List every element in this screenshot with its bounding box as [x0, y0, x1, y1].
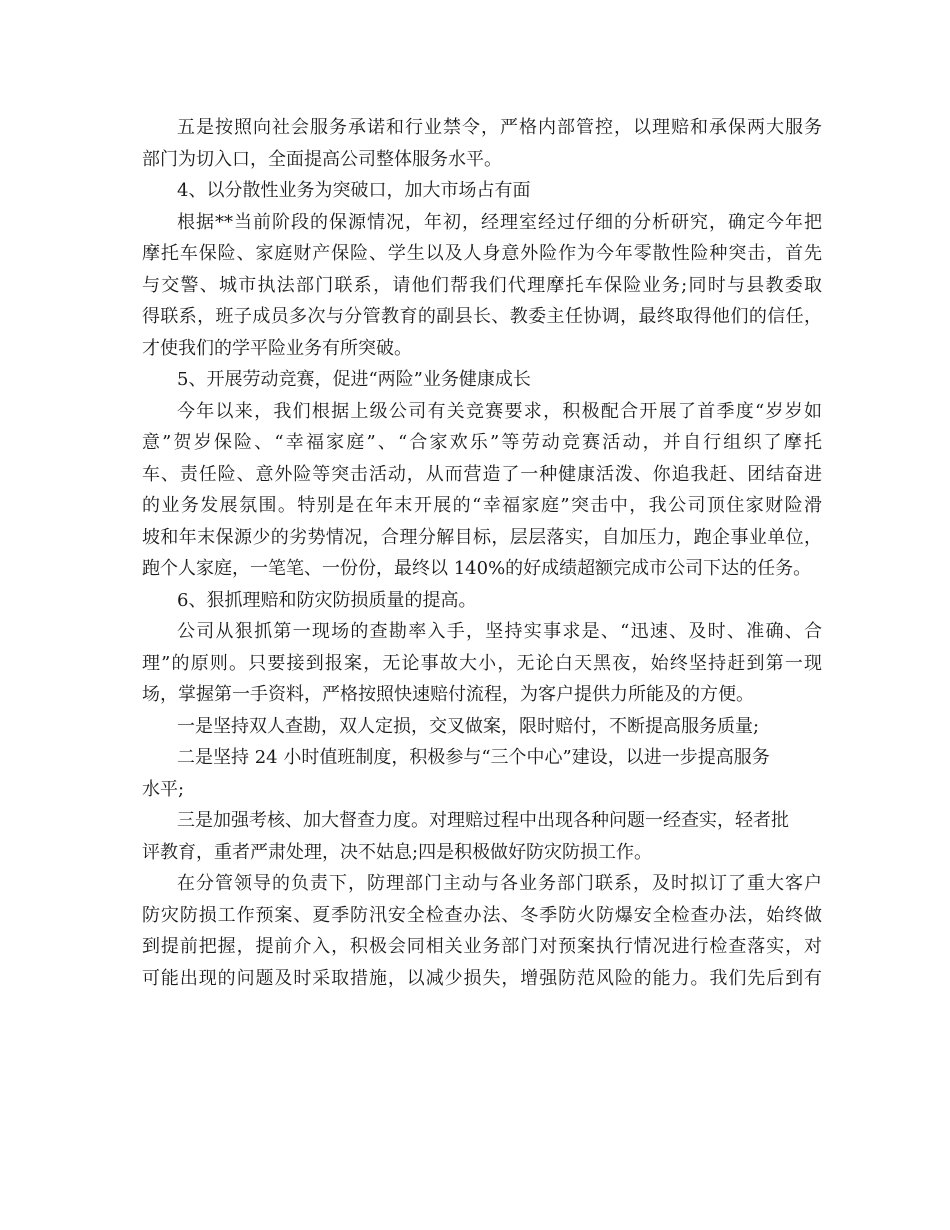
text-line: 在分管领导的负责下，防理部门主动与各业务部门联系，及时拟订了重大客户	[177, 873, 822, 894]
text-line: 一是坚持双人查勘，双人定损，交叉做案，限时赔付，不断提高服务质量;	[177, 715, 760, 737]
text-line: 车、责任险、意外险等突击活动，从而营造了一种健康活泼、你追我赶、团结奋进	[142, 463, 822, 485]
text-line: 得联系，班子成员多次与分管教育的副县长、教委主任协调，最终取得他们的信任，	[142, 306, 822, 327]
document-page	[142, 112, 822, 994]
section-heading: 5、开展劳动竞赛，促进“两险”业务健康成长	[177, 369, 531, 390]
text-line: 五是按照向社会服务承诺和行业禁令，严格内部管控，以理赔和承保两大服务	[177, 117, 822, 138]
text-line: 今年以来，我们根据上级公司有关竞赛要求，积极配合开展了首季度“岁岁如	[177, 400, 822, 422]
text-line: 的业务发展氛围。特别是在年末开展的“幸福家庭”突击中，我公司顶住家财险滑	[142, 495, 822, 516]
text-line: 防灾防损工作预案、夏季防汛安全检查办法、冬季防火防爆安全检查办法，始终做	[142, 904, 822, 926]
text-line: 二是坚持 24 小时值班制度，积极参与“三个中心”建设，以进一步提高服务	[177, 747, 770, 768]
text-line: 场，掌握第一手资料，严格按照快速赔付流程，为客户提供力所能及的方便。	[142, 684, 754, 705]
text-line: 公司从狠抓第一现场的查勘率入手，坚持实事求是、“迅速、及时、准确、合	[177, 621, 822, 642]
text-line: 摩托车保险、家庭财产保险、学生以及人身意外险作为今年零散性险种突击，首先	[142, 243, 822, 264]
text-line: 部门为切入口，全面提高公司整体服务水平。	[142, 148, 502, 170]
section-heading: 6、狠抓理赔和防灾防损质量的提高。	[177, 589, 477, 611]
text-line: 可能出现的问题及时采取措施，以减少损失，增强防范风险的能力。我们先后到有	[142, 967, 822, 989]
text-line: 三是加强考核、加大督查力度。对理赔过程中出现各种问题一经查实，轻者批	[177, 810, 789, 831]
text-line: 意”贺岁保险、“幸福家庭”、“合家欢乐”等劳动竞赛活动，并自行组织了摩托	[142, 432, 822, 453]
text-line: 理”的原则。只要接到报案，无论事故大小，无论白天黑夜，始终坚持赶到第一现	[142, 652, 822, 674]
text-line: 水平;	[142, 778, 185, 800]
text-line: 评教育，重者严肃处理，决不姑息;四是积极做好防灾防损工作。	[142, 841, 653, 863]
text-line: 跑个人家庭，一笔笔、一份份，最终以 140%的好成绩超额完成市公司下达的任务。	[142, 558, 812, 579]
text-line: 与交警、城市执法部门联系，请他们帮我们代理摩托车保险业务;同时与县教委取	[142, 274, 822, 296]
text-line: 才使我们的学平险业务有所突破。	[142, 337, 412, 359]
text-line: 根据**当前阶段的保源情况，年初，经理室经过仔细的分析研究，确定今年把	[177, 211, 822, 233]
text-line: 坡和年末保源少的劣势情况，合理分解目标，层层落实，自加压力，跑企事业单位，	[142, 526, 822, 548]
text-line: 到提前把握，提前介入，积极会同相关业务部门对预案执行情况进行检查落实，对	[142, 936, 822, 957]
section-heading: 4、以分散性业务为突破口，加大市场占有面	[177, 180, 531, 201]
